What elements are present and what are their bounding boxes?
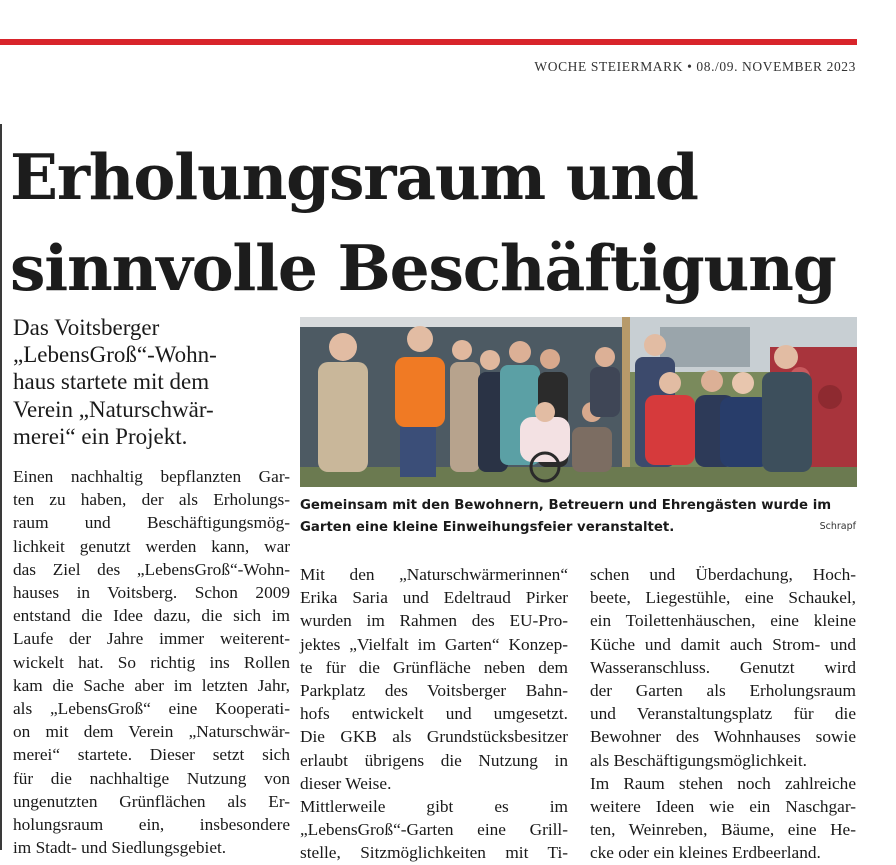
body-line: Einen nachhaltig bepflanzten Gar- — [13, 467, 290, 486]
body-line: kam die Sache aber im letzten Jahr, — [13, 675, 290, 695]
body-line: der Garten als Erholungsraum — [590, 681, 856, 701]
body-column-3 — [590, 563, 856, 865]
body-line: wurden im Rahmen des EU-Pro- — [300, 611, 568, 631]
caption-line: Gemeinsam mit den Bewohnern, Betreuern und Ehrengästen wurde im — [300, 498, 832, 513]
body-line: schen und Überdachung, Hoch- — [590, 565, 856, 584]
body-line: te für die Grünfläche neben dem — [300, 657, 568, 677]
body-column-1 — [13, 465, 290, 859]
body-line: lichkeit genutzt werden kann, war — [13, 536, 290, 556]
body-line: jektes „Vielfalt im Garten“ Konzep- — [300, 634, 568, 654]
body-line: ein Toilettenhäuschen, eine kleine — [590, 611, 856, 631]
lead-line: Verein „Naturschwär- — [13, 396, 214, 422]
body-line: raum und Beschäftigungsmög- — [13, 513, 290, 533]
body-line: als „LebensGroß“ eine Kooperati- — [13, 699, 290, 719]
headline-line: Erholungsraum und — [10, 140, 698, 214]
body-line: Im Raum stehen noch zahlreiche — [590, 773, 856, 793]
lead-line: Das Voitsberger — [13, 315, 160, 340]
body-line: cke oder ein kleines Erdbeerland. — [590, 843, 821, 863]
headline-line: sinnvolle Beschäftigung — [10, 231, 836, 305]
article-lead — [13, 314, 298, 450]
body-line: Küche und damit auch Strom- und — [590, 634, 856, 654]
body-line: wickelt hat. So richtig ins Rollen — [13, 652, 290, 672]
body-line: ten zu haben, der als Erholungs- — [13, 490, 290, 510]
photo-caption — [300, 495, 857, 539]
masthead-red-rule — [0, 39, 857, 45]
body-line: beete, Liegestühle, eine Schaukel, — [590, 588, 856, 608]
page-edge-shadow — [0, 124, 2, 850]
body-line: Mit den „Naturschwärmerinnen“ — [300, 565, 568, 584]
body-line: im Stadt- und Siedlungsgebiet. — [13, 838, 227, 858]
body-line: Die GKB als Grundstücksbesitzer — [300, 727, 568, 747]
body-line: das Ziel des „LebensGroß“-Wohn- — [13, 559, 290, 579]
body-line: merei“ startete. Dieser setzt sich — [13, 745, 290, 765]
event-photo-illustration — [300, 317, 857, 487]
body-line: Laufe der Jahre immer weiterent- — [13, 629, 290, 649]
lead-line: merei“ ein Projekt. — [13, 423, 188, 449]
body-line: on mit dem Verein „Naturschwär- — [13, 722, 290, 742]
photo-credit: Schrapf — [819, 521, 856, 532]
body-line: dieser Weise. — [300, 773, 392, 793]
body-line: Mittlerweile gibt es im — [300, 797, 568, 817]
body-line: hofs entwickelt und umgesetzt. — [300, 704, 568, 724]
body-line: weitere Ideen wie ein Naschgar- — [590, 797, 856, 817]
body-column-2 — [300, 563, 568, 865]
body-line: Parkplatz des Voitsberger Bahn- — [300, 681, 568, 701]
event-photo — [300, 317, 857, 487]
issue-line: WOCHE STEIERMARK • 08./09. NOVEMBER 2023 — [534, 59, 856, 74]
body-line: holungsraum ein, insbesondere — [13, 815, 290, 835]
body-line: hauses in Voitsberg. Schon 2009 — [13, 583, 290, 603]
caption-line: Garten eine kleine Einweihungsfeier veranstaltet. — [300, 520, 675, 535]
body-line: entstand die Idee dazu, die sich im — [13, 606, 290, 626]
body-line: für die nachhaltige Nutzung von — [13, 768, 290, 788]
lead-line: „LebensGroß“-Wohn- — [13, 342, 217, 368]
body-line: stelle, Sitzmöglichkeiten mit Ti- — [300, 843, 568, 863]
body-line: Bewohner des Wohnhauses sowie — [590, 727, 856, 747]
body-line: als Beschäftigungsmöglichkeit. — [590, 750, 807, 770]
body-line: Erika Saria und Edeltraud Pirker — [300, 588, 568, 608]
article-headline — [10, 132, 870, 314]
body-line: „LebensGroß“-Garten eine Grill- — [300, 820, 568, 840]
lead-line: haus startete mit dem — [13, 369, 210, 395]
body-line: erlaubt übrigens die Nutzung in — [300, 750, 568, 770]
body-line: ungenutzten Grünflächen als Er- — [13, 791, 290, 811]
body-line: und Veranstaltungsplatz für die — [590, 704, 856, 724]
body-line: Wasseranschluss. Genutzt wird — [590, 657, 856, 677]
body-line: ten, Weinreben, Bäume, eine He- — [590, 820, 856, 840]
